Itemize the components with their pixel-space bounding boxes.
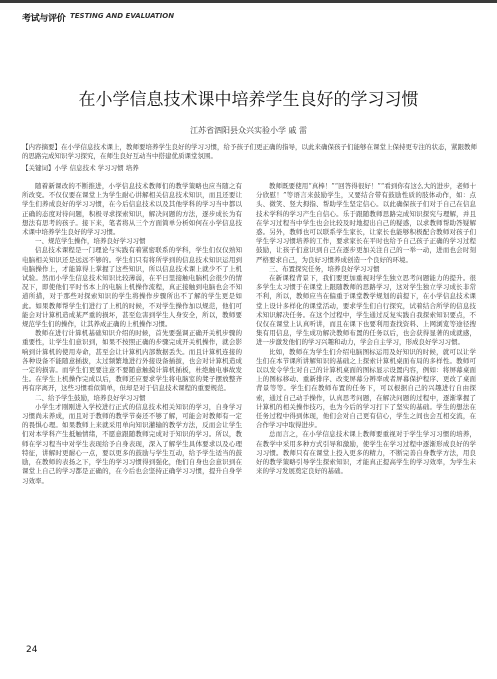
right-column [256, 182, 476, 477]
paragraph: 随着新课改的不断推进，小学信息技术教师们的教学策略也应当随之有所改变。不仅仅要在课堂上为学生耐心讲解相关信息技术知识，而且还要让学生们养成良好的学习习惯，在今后信息技术以及其他学科的学习当中都以正确的态度对待问题，积极寻求探索知识，解决问题的方法，逐步成长为有想法有思考的孩子。接下来，笔者将从三个方面简单分析如何在小学信息技术课中培养学生良好的学习习惯。 [22, 182, 242, 237]
paragraph: 在新课程背景下，我们要更加重视对学生独立思考问题能力的提升。很多学生太习惯于在课堂上跟随教师的思路学习，这对学生独立学习成长非常不利，所以，教师应当在偏重于课堂教学规划的前提下，在小学信息技术课堂上设计多样化的课堂活动，要求学生们自行探究，试着结合所学的信息技术知识解决任务。在这个过程中，学生通过反复实践自我探索知识要点，不仅仅在课堂上认真听讲，而且在课下也要利用查找资料、上网浏览等途径搜集有用信息，学生成功解决教师布置的任务以后，也会获得显著的成就感，进一步激发他们的学习兴趣和动力，学会自主学习，形成良好学习习惯。 [256, 274, 476, 347]
paragraph: 比如，教师在为学生们介绍电脑图标运用及好知识的时候，就可以让学生们在本节课所讲解知识的基础之上探索计算机桌面布局的多样性。教师可以以发令学生对自己的计算机桌面的图标显示设置内容，例如：将屏幕桌面上的图标移动、重新排序、改变屏幕分辨率或者屏幕保护程序、更改了桌面背景等等。学生们在教师布置的任务下，可以根据自己的兴趣进行自由探索，通过自己动手操作，认真思考问题，在解决问题的过程中，逐渐掌握了计算机的相关操作技巧，也为今后的学习打下了坚实的基础。学生的想法在任务过程中得到体现，他们会对自己更有信心，学生之间也会互相交流，在合作学习中取得进步。 [256, 347, 476, 430]
article-title: 在小学信息技术课中培养学生良好的学习习惯 [78, 90, 419, 110]
left-column [22, 182, 242, 486]
journal-header [0, 0, 497, 28]
header-rule [0, 0, 497, 3]
section-heading: 一、规范学生操作，培养良好学习习惯 [35, 237, 146, 246]
section-heading: 二、给予学生鼓励，培养良好学习习惯 [35, 393, 146, 402]
paragraph: 教师在进行计算机基础知识介绍的时候，首先要强调正确开关机步骤的重要性，让学生们意识到，如果不按照正确的步骤完成开关机操作，就会影响到计算机的使用寿命，甚至会让计算机内部数据丢失。而且计算机连接的各种设备不能随意插拔，太过频繁地进行外接设备插拔，也会对计算机造成一定的损害。而学生们更要注意不要随意触摸计算机插板，杜绝触电事故发生。在学生上机操作完成以后，教师还应要求学生将电脑室的凳子摆放整齐再有序离开，这些习惯看似简单，但却是对于信息技术课程的重要规范。 [22, 329, 242, 393]
article-abstract: 【内容摘要】在小学信息技术课上，教师要培养学生良好的学习习惯，给予孩子们更正确的指导，以此来确保孩子们能够在课堂上保持更专注的状态，紧跟教师的思路完成知识学习探究，在师生良好互动当中搭建优质课堂氛围。 [22, 143, 477, 160]
paragraph: 信息技术课程是一门理论与实践有着紧密联系的学科，学生们仅仅熟知电脑相关知识还是远远不够的。学生们只有将所学到的信息技术知识运用到电脑操作上，才能算得上掌握了这些知识，所以信息技术课上就少不了上机试验。然而小学生信息技术知识比较薄弱，在平日里接触电脑机会很少的情况下，即使他们平时书本上的电脑上机操作流程，真正接触到电脑也会不知道所措，对于那些对探索知识的学生将操作步骤所出不了解的学生更是如此。如果教师帮学生们进行了上机的时候，不对学生操作加以规范，他们可能会对计算机造成某严重的损坏，甚至危害到学生人身安全，所以，教师要规范学生们的操作，让其养成正确的上机操作习惯。 [22, 246, 242, 329]
article-author: 江苏省泗阳县众兴实验小学 戚 雷 [189, 126, 308, 135]
paragraph: 总而言之，在小学信息技术课上教师要重视对于学生学习习惯的培养，在教学中采用多种方式引导和激励，使学生在学习过程中逐渐形成良好的学习习惯。教师只有在课堂上投入更多的精力，不断完善自身教学方法，用良好的教学策略引导学生探索知识，才能真正提高学生的学习效率，为学生未来的学习发展奠定良好的基础。 [256, 430, 476, 476]
section-heading: 三、布置探究任务，培养良好学习习惯 [269, 264, 380, 273]
article-keywords: 【关键词】小学 信息技术 学习习惯 培养 [22, 164, 139, 172]
journal-section-name-english: TESTING AND EVALUATION [70, 12, 175, 20]
page-number: 24 [26, 645, 38, 655]
journal-section-name: 考试与评价 [22, 14, 66, 24]
paragraph: 教师既要使用“真棒！”“回答得很好！”“看到你有这么大的进步，老师十分欣慰！”等语言来鼓励学生，又要结合带有鼓励性质的肢体动作，如：点头、微笑、竖大拇指、帮助学生坚定信心。以此确保孩子们对于自己在信息技术学科的学习产生自信心。乐于跟随教师思路完成知识探究与理解，并且在学习过程当中学生也会比较及时地提出自己的疑惑，以求教师帮助答疑解惑。另外，教师也可以联系学生家长，让家长也能够积极配合教师对孩子们学生学习习惯培养的工作，要求家长在平时也给予自己孩子正确的学习过程鼓励，让孩子们意识到自己在逐步更加关注自己的一举一动，进而也会时刻严格要求自己，为良好习惯养成创造一个良好的环境。 [256, 182, 476, 264]
paragraph: 小学生才刚刚进入学校进行正式的信息技术相关知识的学习，自身学习习惯尚未养成，而且对于教师的教学节奏还不够了解，可能会对教师有一定的畏惧心理。如果教师上来就采用单向知识灌输的教学方法，反而会让学生们对本学科产生抵触情绪，不愿意跟随教师完成对于知识的学习。所以，教师在学习程当中对学生表现给予自身表现，深入了解学生具体要求以及心理特征，讲解时更耐心一点，要以更多的鼓励与学生互动，给予学生适当的鼓励，在教师的表扬之下，学生的学习习惯得到强化，他们自身也会意识到在课堂上自己的学习都是正确的，在今后也会坚持正确学习习惯，提升自身学习效率。 [22, 402, 242, 485]
